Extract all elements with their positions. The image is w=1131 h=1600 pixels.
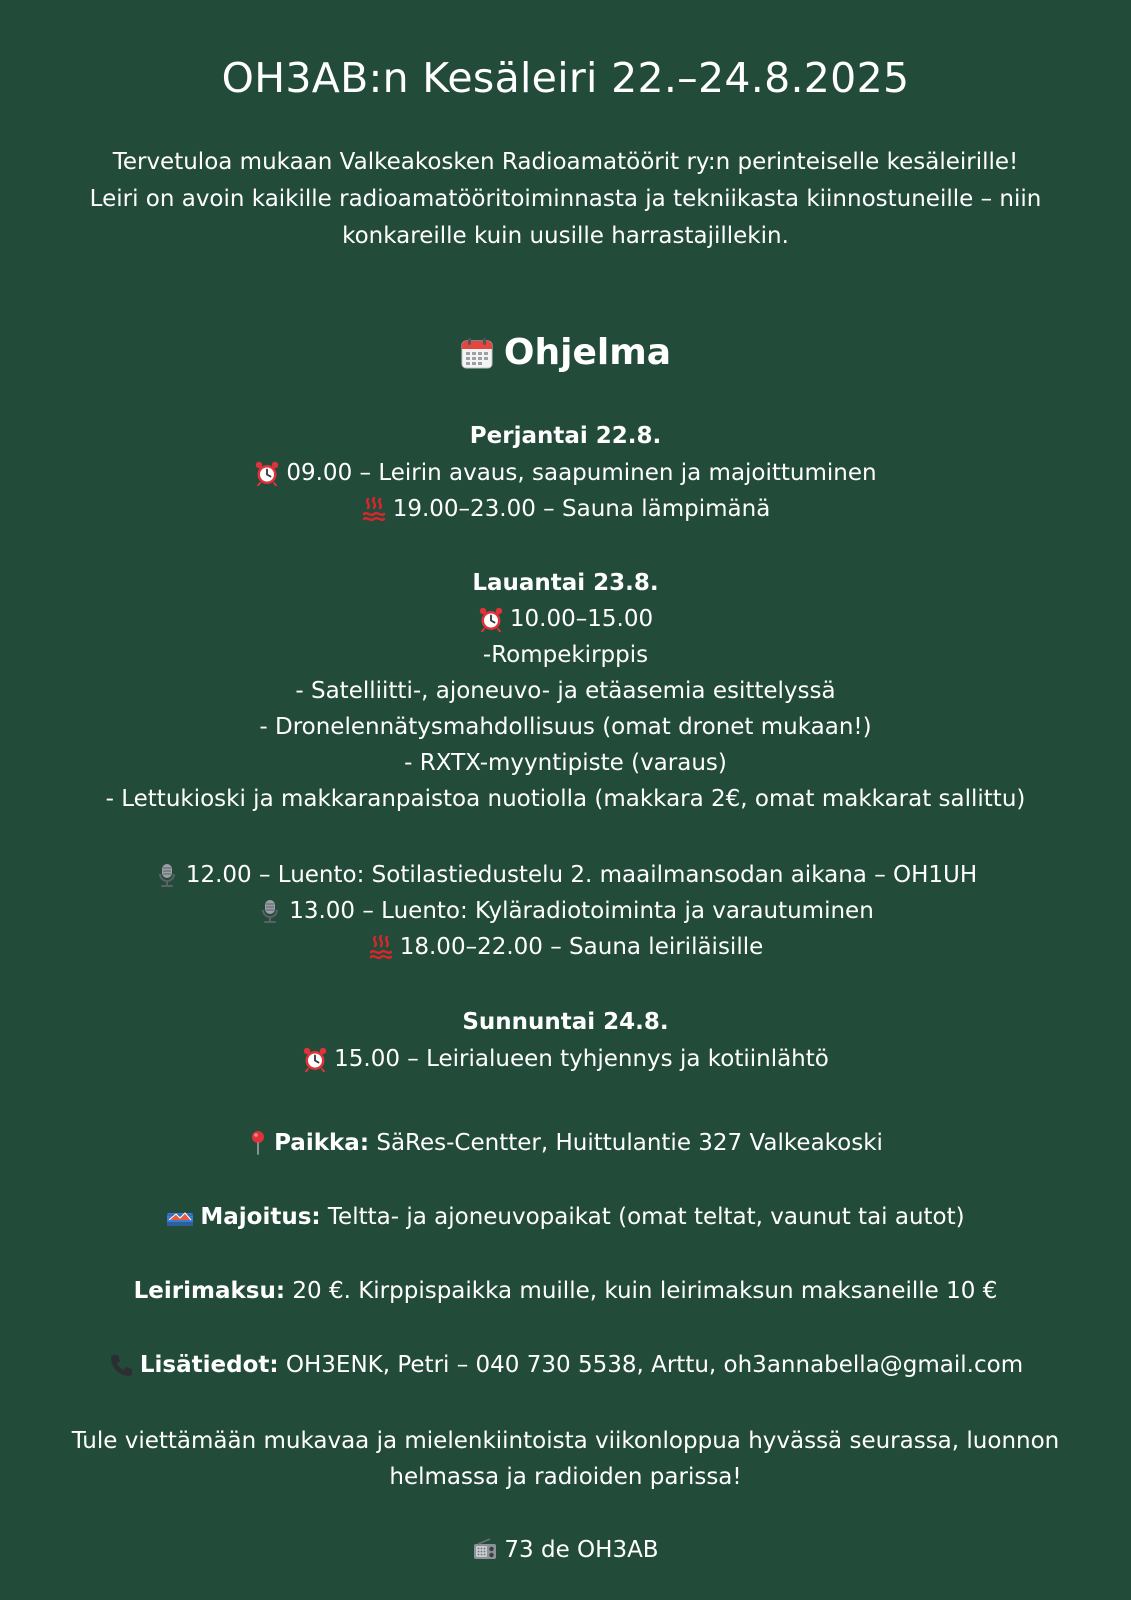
day-heading-friday: Perjantai 22.8. <box>469 423 662 449</box>
alarm-clock-icon <box>302 1046 328 1072</box>
schedule-item <box>0 1041 1131 1077</box>
place-info <box>0 1125 1131 1161</box>
radio-icon <box>472 1537 498 1563</box>
page-title: OH3AB:n Kesäleiri 22.–24.8.2025 <box>221 54 910 102</box>
hot-springs-icon <box>368 934 394 960</box>
hot-springs-icon <box>361 496 387 522</box>
fee-value: 20 €. Kirppispaikka muille, kuin leirimaksun maksaneille 10 € <box>285 1278 998 1304</box>
schedule-item-text: 15.00 – Leirialueen tyhjennys ja kotiinlähtö <box>334 1046 829 1072</box>
schedule-item-text: 10.00–15.00 <box>509 606 654 632</box>
contact-info <box>0 1347 1131 1383</box>
tent-icon <box>166 1204 194 1230</box>
lodging-label: Majoitus: <box>200 1204 321 1230</box>
closing-line: helmassa ja radioiden parissa! <box>389 1464 742 1490</box>
activity-item: - Lettukioski ja makkaranpaistoa nuotiolla (makkara 2€, omat makkarat sallittu) <box>105 786 1026 812</box>
program-heading <box>0 328 1131 378</box>
schedule-item-text: 09.00 – Leirin avaus, saapuminen ja majoittuminen <box>286 460 877 486</box>
place-value: SäRes-Centter, Huittulantie 327 Valkeakoski <box>369 1130 883 1156</box>
signoff-text: 73 de OH3AB <box>504 1537 659 1563</box>
alarm-clock-icon <box>254 460 280 486</box>
lodging-value: Teltta- ja ajoneuvopaikat (omat teltat, vaunut tai autot) <box>320 1204 965 1230</box>
alarm-clock-icon <box>478 606 504 632</box>
schedule-item <box>0 491 1131 527</box>
calendar-icon <box>460 336 494 370</box>
fee-label: Leirimaksu: <box>133 1278 286 1304</box>
contact-value: OH3ENK, Petri – 040 730 5538, Arttu, oh3annabella@gmail.com <box>278 1352 1024 1378</box>
microphone-icon <box>154 862 180 888</box>
activity-item: - Satelliitti-, ajoneuvo- ja etäasemia esittelyssä <box>295 678 836 704</box>
signoff <box>0 1532 1131 1568</box>
microphone-icon <box>257 898 283 924</box>
intro-line: Tervetuloa mukaan Valkeakosken Radioamatöörit ry:n perinteiselle kesäleirille! <box>112 149 1019 175</box>
closing-line: Tule viettämään mukavaa ja mielenkiintoista viikonloppua hyvässä seurassa, luonnon <box>71 1428 1060 1454</box>
program-heading-text: Ohjelma <box>503 332 672 373</box>
intro-line: konkareille kuin uusille harrastajillekin. <box>342 223 789 249</box>
intro-line: Leiri on avoin kaikille radioamatööritoiminnasta ja tekniikasta kiinnostuneille – niin <box>89 186 1042 212</box>
intro-paragraph <box>40 144 1091 255</box>
place-label: Paikka: <box>274 1130 370 1156</box>
schedule-item-text: 19.00–23.00 – Sauna lämpimänä <box>392 496 771 522</box>
activity-item: - RXTX-myyntipiste (varaus) <box>404 750 727 776</box>
schedule-item <box>0 455 1131 491</box>
schedule-item <box>0 601 1131 637</box>
lodging-info <box>0 1199 1131 1235</box>
schedule-item <box>0 929 1131 965</box>
schedule-item-text: 18.00–22.00 – Sauna leiriläisille <box>399 934 764 960</box>
day-heading-saturday: Lauantai 23.8. <box>472 570 659 596</box>
fee-info <box>0 1273 1131 1309</box>
activity-item: -Rompekirppis <box>482 642 649 668</box>
schedule-item <box>0 893 1131 929</box>
schedule-item-text: 12.00 – Luento: Sotilastiedustelu 2. maailmansodan aikana – OH1UH <box>185 862 978 888</box>
activity-item: - Dronelennätysmahdollisuus (omat dronet mukaan!) <box>259 714 872 740</box>
schedule-item <box>0 857 1131 893</box>
schedule-item-text: 13.00 – Luento: Kyläradiotoiminta ja varautuminen <box>289 898 874 924</box>
day-heading-sunday: Sunnuntai 24.8. <box>462 1009 669 1035</box>
phone-icon <box>108 1352 134 1378</box>
contact-label: Lisätiedot: <box>139 1352 279 1378</box>
pin-icon <box>248 1130 268 1156</box>
